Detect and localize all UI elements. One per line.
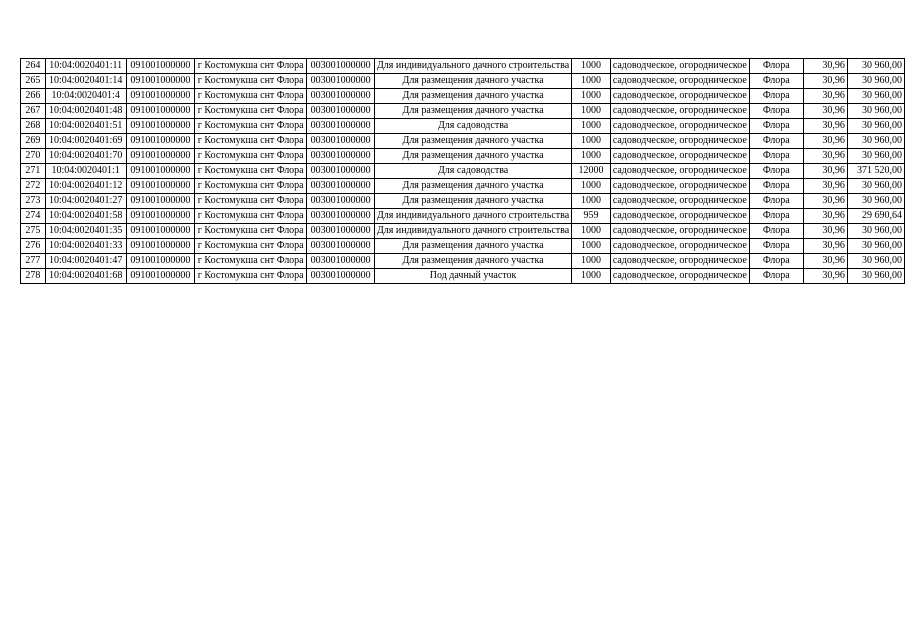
type-code: 003001000000 xyxy=(307,134,375,149)
location: г Костомукша снт Флора xyxy=(195,59,307,74)
partnership-name: Флора xyxy=(749,59,803,74)
permitted-use: Для садоводства xyxy=(374,119,571,134)
partnership-name: Флора xyxy=(749,89,803,104)
location: г Костомукша снт Флора xyxy=(195,209,307,224)
type-code: 003001000000 xyxy=(307,179,375,194)
table-row xyxy=(21,254,905,269)
land-category: садоводческое, огородническое xyxy=(610,269,749,284)
land-category: садоводческое, огородническое xyxy=(610,209,749,224)
okato-code: 091001000000 xyxy=(126,194,195,209)
location: г Костомукша снт Флора xyxy=(195,179,307,194)
cadastral-value: 29 690,64 xyxy=(847,209,904,224)
partnership-name: Флора xyxy=(749,164,803,179)
specific-value: 30,96 xyxy=(803,134,847,149)
table-row xyxy=(21,74,905,89)
table-row xyxy=(21,134,905,149)
cadastral-number: 10:04:0020401:27 xyxy=(45,194,126,209)
area: 1000 xyxy=(572,224,611,239)
area: 1000 xyxy=(572,239,611,254)
location: г Костомукша снт Флора xyxy=(195,149,307,164)
permitted-use: Под дачный участок xyxy=(374,269,571,284)
land-plot-table xyxy=(20,58,905,284)
specific-value: 30,96 xyxy=(803,104,847,119)
row-number: 265 xyxy=(21,74,46,89)
location: г Костомукша снт Флора xyxy=(195,119,307,134)
table-row xyxy=(21,239,905,254)
land-category: садоводческое, огородническое xyxy=(610,254,749,269)
table-row xyxy=(21,224,905,239)
cadastral-number: 10:04:0020401:12 xyxy=(45,179,126,194)
location: г Костомукша снт Флора xyxy=(195,269,307,284)
permitted-use: Для размещения дачного участка xyxy=(374,194,571,209)
permitted-use: Для размещения дачного участка xyxy=(374,104,571,119)
location: г Костомукша снт Флора xyxy=(195,224,307,239)
cadastral-number: 10:04:0020401:4 xyxy=(45,89,126,104)
type-code: 003001000000 xyxy=(307,224,375,239)
area: 1000 xyxy=(572,134,611,149)
okato-code: 091001000000 xyxy=(126,239,195,254)
row-number: 273 xyxy=(21,194,46,209)
type-code: 003001000000 xyxy=(307,269,375,284)
row-number: 272 xyxy=(21,179,46,194)
permitted-use: Для размещения дачного участка xyxy=(374,149,571,164)
cadastral-number: 10:04:0020401:58 xyxy=(45,209,126,224)
row-number: 270 xyxy=(21,149,46,164)
specific-value: 30,96 xyxy=(803,119,847,134)
row-number: 264 xyxy=(21,59,46,74)
row-number: 266 xyxy=(21,89,46,104)
type-code: 003001000000 xyxy=(307,239,375,254)
cadastral-value: 30 960,00 xyxy=(847,89,904,104)
okato-code: 091001000000 xyxy=(126,59,195,74)
okato-code: 091001000000 xyxy=(126,74,195,89)
type-code: 003001000000 xyxy=(307,164,375,179)
cadastral-value: 30 960,00 xyxy=(847,269,904,284)
location: г Костомукша снт Флора xyxy=(195,74,307,89)
type-code: 003001000000 xyxy=(307,194,375,209)
land-category: садоводческое, огородническое xyxy=(610,119,749,134)
cadastral-number: 10:04:0020401:47 xyxy=(45,254,126,269)
permitted-use: Для размещения дачного участка xyxy=(374,179,571,194)
land-category: садоводческое, огородническое xyxy=(610,194,749,209)
row-number: 274 xyxy=(21,209,46,224)
okato-code: 091001000000 xyxy=(126,254,195,269)
partnership-name: Флора xyxy=(749,269,803,284)
partnership-name: Флора xyxy=(749,179,803,194)
table-row xyxy=(21,59,905,74)
area: 1000 xyxy=(572,104,611,119)
cadastral-value: 30 960,00 xyxy=(847,74,904,89)
permitted-use: Для размещения дачного участка xyxy=(374,239,571,254)
table-row xyxy=(21,209,905,224)
okato-code: 091001000000 xyxy=(126,149,195,164)
specific-value: 30,96 xyxy=(803,269,847,284)
permitted-use: Для индивидуального дачного строительства xyxy=(374,224,571,239)
specific-value: 30,96 xyxy=(803,239,847,254)
specific-value: 30,96 xyxy=(803,224,847,239)
partnership-name: Флора xyxy=(749,104,803,119)
area: 1000 xyxy=(572,74,611,89)
area: 12000 xyxy=(572,164,611,179)
type-code: 003001000000 xyxy=(307,104,375,119)
specific-value: 30,96 xyxy=(803,179,847,194)
area: 1000 xyxy=(572,254,611,269)
table-row xyxy=(21,179,905,194)
type-code: 003001000000 xyxy=(307,149,375,164)
area: 1000 xyxy=(572,194,611,209)
cadastral-number: 10:04:0020401:69 xyxy=(45,134,126,149)
land-category: садоводческое, огородническое xyxy=(610,59,749,74)
okato-code: 091001000000 xyxy=(126,269,195,284)
cadastral-number: 10:04:0020401:51 xyxy=(45,119,126,134)
land-category: садоводческое, огородническое xyxy=(610,149,749,164)
cadastral-value: 371 520,00 xyxy=(847,164,904,179)
cadastral-value: 30 960,00 xyxy=(847,134,904,149)
type-code: 003001000000 xyxy=(307,254,375,269)
land-category: садоводческое, огородническое xyxy=(610,224,749,239)
cadastral-value: 30 960,00 xyxy=(847,59,904,74)
land-category: садоводческое, огородническое xyxy=(610,239,749,254)
specific-value: 30,96 xyxy=(803,194,847,209)
land-category: садоводческое, огородническое xyxy=(610,164,749,179)
land-category: садоводческое, огородническое xyxy=(610,179,749,194)
row-number: 277 xyxy=(21,254,46,269)
table-row xyxy=(21,164,905,179)
cadastral-number: 10:04:0020401:48 xyxy=(45,104,126,119)
specific-value: 30,96 xyxy=(803,74,847,89)
cadastral-value: 30 960,00 xyxy=(847,104,904,119)
land-category: садоводческое, огородническое xyxy=(610,89,749,104)
permitted-use: Для индивидуального дачного строительства xyxy=(374,209,571,224)
cadastral-number: 10:04:0020401:14 xyxy=(45,74,126,89)
cadastral-number: 10:04:0020401:68 xyxy=(45,269,126,284)
row-number: 271 xyxy=(21,164,46,179)
table-row xyxy=(21,149,905,164)
okato-code: 091001000000 xyxy=(126,89,195,104)
cadastral-number: 10:04:0020401:33 xyxy=(45,239,126,254)
cadastral-value: 30 960,00 xyxy=(847,239,904,254)
location: г Костомукша снт Флора xyxy=(195,89,307,104)
land-category: садоводческое, огородническое xyxy=(610,74,749,89)
location: г Костомукша снт Флора xyxy=(195,104,307,119)
cadastral-number: 10:04:0020401:1 xyxy=(45,164,126,179)
table-row xyxy=(21,194,905,209)
row-number: 275 xyxy=(21,224,46,239)
location: г Костомукша снт Флора xyxy=(195,254,307,269)
location: г Костомукша снт Флора xyxy=(195,134,307,149)
table-row xyxy=(21,269,905,284)
specific-value: 30,96 xyxy=(803,149,847,164)
cadastral-value: 30 960,00 xyxy=(847,119,904,134)
okato-code: 091001000000 xyxy=(126,119,195,134)
cadastral-value: 30 960,00 xyxy=(847,194,904,209)
okato-code: 091001000000 xyxy=(126,209,195,224)
row-number: 276 xyxy=(21,239,46,254)
partnership-name: Флора xyxy=(749,209,803,224)
specific-value: 30,96 xyxy=(803,59,847,74)
land-category: садоводческое, огородническое xyxy=(610,104,749,119)
specific-value: 30,96 xyxy=(803,254,847,269)
land-category: садоводческое, огородническое xyxy=(610,134,749,149)
area: 1000 xyxy=(572,149,611,164)
location: г Костомукша снт Флора xyxy=(195,194,307,209)
area: 1000 xyxy=(572,269,611,284)
table-body xyxy=(21,59,905,284)
area: 1000 xyxy=(572,179,611,194)
location: г Костомукша снт Флора xyxy=(195,239,307,254)
area: 1000 xyxy=(572,119,611,134)
specific-value: 30,96 xyxy=(803,89,847,104)
permitted-use: Для размещения дачного участка xyxy=(374,134,571,149)
row-number: 269 xyxy=(21,134,46,149)
cadastral-number: 10:04:0020401:35 xyxy=(45,224,126,239)
okato-code: 091001000000 xyxy=(126,164,195,179)
specific-value: 30,96 xyxy=(803,209,847,224)
type-code: 003001000000 xyxy=(307,59,375,74)
permitted-use: Для индивидуального дачного строительства xyxy=(374,59,571,74)
row-number: 268 xyxy=(21,119,46,134)
cadastral-number: 10:04:0020401:11 xyxy=(45,59,126,74)
partnership-name: Флора xyxy=(749,119,803,134)
cadastral-value: 30 960,00 xyxy=(847,224,904,239)
cadastral-number: 10:04:0020401:70 xyxy=(45,149,126,164)
cadastral-value: 30 960,00 xyxy=(847,254,904,269)
okato-code: 091001000000 xyxy=(126,134,195,149)
permitted-use: Для садоводства xyxy=(374,164,571,179)
table-row xyxy=(21,89,905,104)
partnership-name: Флора xyxy=(749,254,803,269)
partnership-name: Флора xyxy=(749,134,803,149)
partnership-name: Флора xyxy=(749,149,803,164)
row-number: 278 xyxy=(21,269,46,284)
permitted-use: Для размещения дачного участка xyxy=(374,89,571,104)
location: г Костомукша снт Флора xyxy=(195,164,307,179)
cadastral-value: 30 960,00 xyxy=(847,149,904,164)
type-code: 003001000000 xyxy=(307,119,375,134)
partnership-name: Флора xyxy=(749,239,803,254)
table-row xyxy=(21,104,905,119)
okato-code: 091001000000 xyxy=(126,104,195,119)
area: 1000 xyxy=(572,89,611,104)
specific-value: 30,96 xyxy=(803,164,847,179)
type-code: 003001000000 xyxy=(307,89,375,104)
area: 1000 xyxy=(572,59,611,74)
okato-code: 091001000000 xyxy=(126,179,195,194)
table-row xyxy=(21,119,905,134)
partnership-name: Флора xyxy=(749,224,803,239)
okato-code: 091001000000 xyxy=(126,224,195,239)
permitted-use: Для размещения дачного участка xyxy=(374,74,571,89)
area: 959 xyxy=(572,209,611,224)
type-code: 003001000000 xyxy=(307,209,375,224)
partnership-name: Флора xyxy=(749,194,803,209)
row-number: 267 xyxy=(21,104,46,119)
type-code: 003001000000 xyxy=(307,74,375,89)
permitted-use: Для размещения дачного участка xyxy=(374,254,571,269)
partnership-name: Флора xyxy=(749,74,803,89)
cadastral-value: 30 960,00 xyxy=(847,179,904,194)
